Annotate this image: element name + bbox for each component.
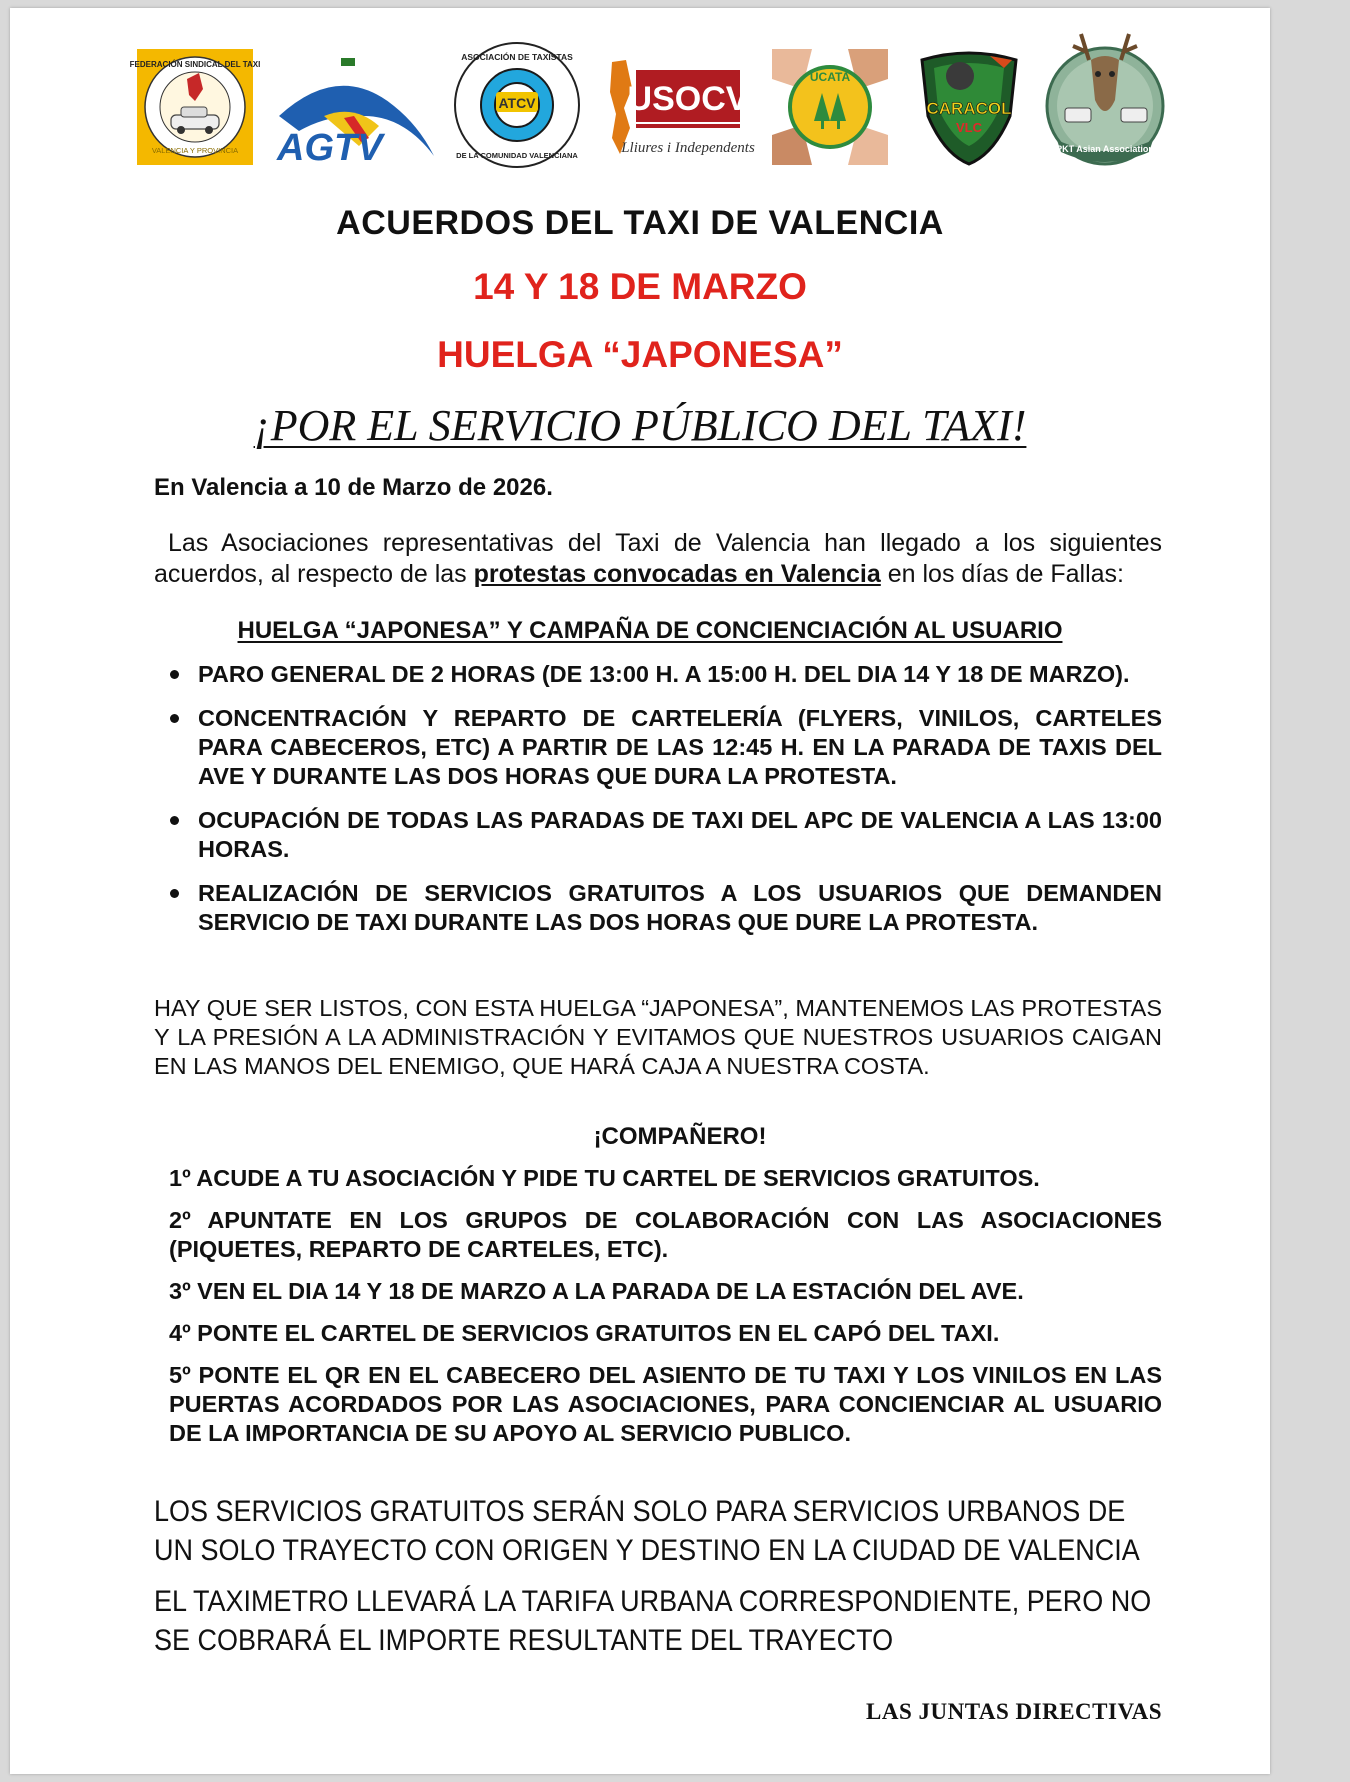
usocv-logo bbox=[606, 58, 755, 164]
atcv-logo-center-text: ATCV bbox=[498, 95, 536, 111]
agtv-logo bbox=[269, 56, 439, 169]
list-item-text: PARO GENERAL DE 2 HORAS (DE 13:00 H. A 15:00 H. DEL DIA 14 Y 18 DE MARZO). bbox=[198, 661, 1130, 687]
step-item: 3º VEN EL DIA 14 Y 18 DE MARZO A LA PARADA DE LA ESTACIÓN DEL AVE. bbox=[169, 1278, 1024, 1304]
agreement-list bbox=[170, 660, 1162, 952]
ucata-logo-text: UCATA bbox=[809, 70, 851, 84]
note-paragraph: HAY QUE SER LISTOS, CON ESTA HUELGA “JAPONESA”, MANTENEMOS LAS PROTESTAS Y LA PRESIÓN A LA ADMINISTRACIÓN Y EVITAMOS QUE NUESTROS USUARIOS CAIGAN EN LAS MANOS DEL ENEMIGO, QUE HARÁ CAJA A NUESTRA COSTA. bbox=[154, 995, 1162, 1079]
atcv-logo-bottom-text: DE LA COMUNIDAD VALENCIANA bbox=[456, 151, 578, 160]
federacion-logo-bottom-text: VALENCIA Y PROVINCIA bbox=[151, 146, 239, 155]
pkt-asian-logo-text: PKT Asian Association bbox=[1056, 144, 1154, 154]
step-item: 4º PONTE EL CARTEL DE SERVICIOS GRATUITOS EN EL CAPÓ DEL TAXI. bbox=[169, 1320, 1000, 1346]
intro-paragraph bbox=[154, 528, 1162, 590]
federacion-sindical-logo bbox=[129, 49, 261, 165]
document-page bbox=[10, 8, 1270, 1774]
caracol-logo-subtext: VLC bbox=[956, 120, 982, 135]
association-logos bbox=[129, 26, 1170, 171]
step-item: 5º PONTE EL QR EN EL CABECERO DEL ASIENTO DE TU TAXI Y LOS VINILOS EN LAS PUERTAS ACORDADOS POR LAS ASOCIACIONES, PARA CONCIENCIAR AL USUARIO DE LA IMPORTANCIA DE SU APOYO AL SERVICIO PUBLICO. bbox=[169, 1362, 1162, 1446]
condition-item: LOS SERVICIOS GRATUITOS SERÁN SOLO PARA SERVICIOS URBANOS DE UN SOLO TRAYECTO CON ORIGEN Y DESTINO EN LA CIUDAD DE VALENCIA bbox=[154, 1495, 1140, 1567]
document-title: ACUERDOS DEL TAXI DE VALENCIA bbox=[336, 204, 944, 242]
caracol-logo-text: CARACOL bbox=[926, 99, 1012, 118]
intro-highlight: protestas convocadas en Valencia bbox=[473, 560, 881, 588]
caracol-logo bbox=[914, 46, 1024, 168]
list-item bbox=[170, 660, 1162, 689]
strike-dates: 14 Y 18 DE MARZO bbox=[473, 266, 807, 307]
bullet-icon bbox=[170, 889, 179, 898]
step-item: 2º APUNTATE EN LOS GRUPOS DE COLABORACIÓN CON LAS ASOCIACIONES (PIQUETES, REPARTO DE CARTELES, ETC). bbox=[169, 1207, 1162, 1262]
list-item bbox=[170, 879, 1162, 937]
ucata-logo bbox=[772, 49, 888, 165]
list-item-text: CONCENTRACIÓN Y REPARTO DE CARTELERÍA (FLYERS, VINILOS, CARTELES PARA CABECEROS, ETC) A PARTIR DE LAS 12:45 H. EN LA PARADA DE TAXIS DEL AVE Y DURANTE LAS DOS HORAS QUE DURA LA PROTESTA. bbox=[198, 705, 1162, 789]
usocv-logo-text: USOCV bbox=[627, 80, 749, 118]
list-item bbox=[170, 704, 1162, 791]
steps-list bbox=[169, 1164, 1162, 1461]
bullet-icon bbox=[170, 670, 179, 679]
bullet-icon bbox=[170, 816, 179, 825]
signature: LAS JUNTAS DIRECTIVAS bbox=[866, 1699, 1162, 1724]
conditions bbox=[154, 1492, 1162, 1672]
list-item-text: REALIZACIÓN DE SERVICIOS GRATUITOS A LOS USUARIOS QUE DEMANDEN SERVICIO DE TAXI DURANTE LAS DOS HORAS QUE DURE LA PROTESTA. bbox=[198, 880, 1162, 935]
slogan: ¡POR EL SERVICIO PÚBLICO DEL TAXI! bbox=[253, 401, 1027, 450]
federacion-logo-top-text: FEDERACIÓN SINDICAL DEL TAXI bbox=[129, 60, 261, 69]
condition-item: EL TAXIMETRO LLEVARÁ LA TARIFA URBANA CORRESPONDIENTE, PERO NO SE COBRARÁ EL IMPORTE RESULTANTE DEL TRAYECTO bbox=[154, 1585, 1152, 1657]
atcv-logo-top-text: ASOCIACIÓN DE TAXISTAS bbox=[461, 52, 573, 62]
atcv-logo bbox=[452, 40, 582, 170]
list-item-text: OCUPACIÓN DE TODAS LAS PARADAS DE TAXI DEL APC DE VALENCIA A LAS 13:00 HORAS. bbox=[198, 807, 1162, 862]
intro-text-before: Las Asociaciones representativas del Taxi de Valencia han llegado a los siguientes acuerdos, al respecto de las bbox=[154, 529, 1162, 588]
usocv-logo-subtext: Lliures i Independents bbox=[621, 140, 755, 156]
step-item: 1º ACUDE A TU ASOCIACIÓN Y PIDE TU CARTEL DE SERVICIOS GRATUITOS. bbox=[169, 1165, 1040, 1191]
intro-text-after: en los días de Fallas: bbox=[880, 560, 1124, 588]
list-item bbox=[170, 806, 1162, 864]
date-line: En Valencia a 10 de Marzo de 2026. bbox=[154, 474, 553, 501]
pkt-asian-logo bbox=[1043, 30, 1167, 170]
strike-name: HUELGA “JAPONESA” bbox=[437, 334, 843, 375]
agtv-logo-text: AGTV bbox=[277, 127, 383, 169]
companero-heading: ¡COMPAÑERO! bbox=[593, 1123, 767, 1150]
section-title: HUELGA “JAPONESA” Y CAMPAÑA DE CONCIENCIACIÓN AL USUARIO bbox=[237, 617, 1063, 644]
bullet-icon bbox=[170, 714, 179, 723]
